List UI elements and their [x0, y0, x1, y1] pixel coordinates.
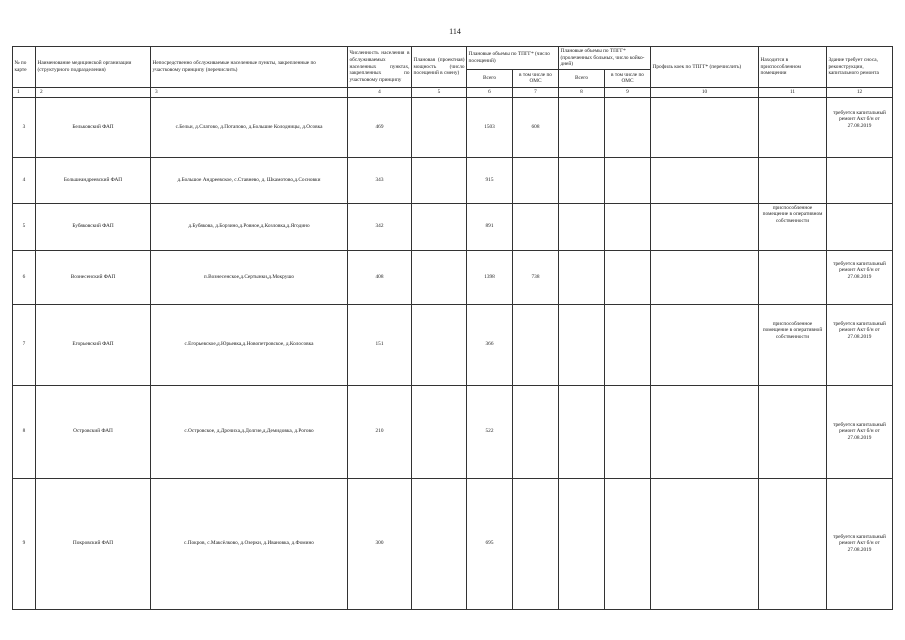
bed-profile: [651, 250, 759, 304]
facility-name: Егорьевский ФАП: [36, 304, 151, 385]
settlements: с.Егорьевское,д.Юрьевка,д.Новопетровское, д.Колосовка: [151, 304, 348, 385]
patients-total: [559, 478, 605, 609]
column-number: 9: [605, 88, 651, 98]
capacity: [412, 478, 467, 609]
column-number: 3: [151, 88, 348, 98]
patients-oms: [605, 157, 651, 203]
adapted-premises: приспособленное помещение в оперативном собственности: [759, 203, 827, 250]
facilities-table: [12, 46, 893, 610]
patients-total: [559, 157, 605, 203]
header-visits-oms: в том числе по ОМС: [513, 69, 559, 87]
settlements: д.Большое Андреевское, с.Ставнево, д. Шкамотово,д.Сосновки: [151, 157, 348, 203]
header-population: Численность населения в обслуживаемых населенных пунктах, закрепленных по участковому принципу: [348, 47, 412, 88]
bed-profile: [651, 385, 759, 478]
patients-total: [559, 250, 605, 304]
population: 408: [348, 250, 412, 304]
header-number: № по карте: [13, 47, 36, 88]
visits-total: 522: [467, 385, 513, 478]
column-number: 7: [513, 88, 559, 98]
patients-total: [559, 304, 605, 385]
table-row: [13, 203, 893, 250]
header-patients-plan: Плановые объемы по ТПГГ* (пролеченных больных, число койко-дней): [559, 47, 651, 70]
settlements: д.Бубякова, д.Борзино,д.Ровное,д.Козловка,д.Ягодино: [151, 203, 348, 250]
capacity: [412, 304, 467, 385]
settlements: с.Островское, д.Дрочиха,д.Долгие,д.Демидовка, д.Рогово: [151, 385, 348, 478]
patients-oms: [605, 385, 651, 478]
patients-total: [559, 203, 605, 250]
row-number: 9: [13, 478, 36, 609]
repair-status: требуется капитальный ремонт Акт б/н от 27.08.2019: [827, 250, 893, 304]
column-number: 1: [13, 88, 36, 98]
repair-status: [827, 203, 893, 250]
population: 300: [348, 478, 412, 609]
visits-total: 915: [467, 157, 513, 203]
header-visits-plan: Плановые объемы по ТПГГ* (число посещений): [467, 47, 559, 70]
header-settlements: Непосредственно обслуживаемые населенные пункты, закрепленные по участковому принципу (перечислить): [151, 47, 348, 88]
visits-total: 695: [467, 478, 513, 609]
visits-oms: 738: [513, 250, 559, 304]
repair-status: требуется капитальный ремонт Акт б/н от 27.08.2019: [827, 304, 893, 385]
repair-status: требуется капитальный ремонт Акт б/н от 27.08.2019: [827, 97, 893, 157]
capacity: [412, 385, 467, 478]
bed-profile: [651, 304, 759, 385]
column-number: 11: [759, 88, 827, 98]
visits-total: 891: [467, 203, 513, 250]
population: 342: [348, 203, 412, 250]
adapted-premises: [759, 250, 827, 304]
adapted-premises: [759, 385, 827, 478]
visits-total: 1398: [467, 250, 513, 304]
adapted-premises: приспособленное помещение в оперативной собственности: [759, 304, 827, 385]
column-number-row: [13, 88, 893, 98]
bed-profile: [651, 157, 759, 203]
capacity: [412, 250, 467, 304]
patients-total: [559, 385, 605, 478]
column-number: 2: [36, 88, 151, 98]
settlements: с.Покров, с.Максёлково, д.Озерки, д.Ивановка, д.Фомино: [151, 478, 348, 609]
table-row: [13, 97, 893, 157]
settlements: с.Бельи, д.Слатово, д.Потапово, д.Большие Колодницы, д.Осовка: [151, 97, 348, 157]
capacity: [412, 203, 467, 250]
row-number: 8: [13, 385, 36, 478]
facility-name: Покровский ФАП: [36, 478, 151, 609]
facility-name: Бубяковский ФАП: [36, 203, 151, 250]
row-number: 6: [13, 250, 36, 304]
repair-status: [827, 157, 893, 203]
capacity: [412, 157, 467, 203]
facility-name: Вознесенский ФАП: [36, 250, 151, 304]
row-number: 5: [13, 203, 36, 250]
table-row: [13, 385, 893, 478]
visits-oms: [513, 385, 559, 478]
table-row: [13, 478, 893, 609]
patients-oms: [605, 203, 651, 250]
adapted-premises: [759, 97, 827, 157]
visits-oms: [513, 157, 559, 203]
header-patients-total: Всего: [559, 69, 605, 87]
column-number: 5: [412, 88, 467, 98]
header-organization: Наименование медицинской организации (структурного подразделения): [36, 47, 151, 88]
visits-oms: [513, 203, 559, 250]
header-visits-total: Всего: [467, 69, 513, 87]
column-number: 4: [348, 88, 412, 98]
table-row: [13, 304, 893, 385]
table-row: [13, 157, 893, 203]
bed-profile: [651, 97, 759, 157]
capacity: [412, 97, 467, 157]
facility-name: Большеандреевский ФАП: [36, 157, 151, 203]
row-number: 3: [13, 97, 36, 157]
population: 151: [348, 304, 412, 385]
facility-name: Островский ФАП: [36, 385, 151, 478]
column-number: 10: [651, 88, 759, 98]
adapted-premises: [759, 157, 827, 203]
row-number: 4: [13, 157, 36, 203]
repair-status: требуется капитальный ремонт Акт б/н от 27.08.2019: [827, 385, 893, 478]
visits-oms: 608: [513, 97, 559, 157]
patients-oms: [605, 250, 651, 304]
table-row: [13, 250, 893, 304]
patients-total: [559, 97, 605, 157]
population: 210: [348, 385, 412, 478]
patients-oms: [605, 304, 651, 385]
visits-oms: [513, 478, 559, 609]
column-number: 8: [559, 88, 605, 98]
population: 469: [348, 97, 412, 157]
header-repair-needed: Здание требует сноса, реконструкции, капитального ремонта: [827, 47, 893, 88]
header-capacity: Плановая (проектная) мощность (число посещений в смену): [412, 47, 467, 88]
visits-total: 366: [467, 304, 513, 385]
bed-profile: [651, 203, 759, 250]
column-number: 12: [827, 88, 893, 98]
visits-oms: [513, 304, 559, 385]
bed-profile: [651, 478, 759, 609]
population: 343: [348, 157, 412, 203]
header-bed-profile: Профиль коек по ТПГГ* (перечислить): [651, 47, 759, 88]
header-patients-oms: в том числе по ОМС: [605, 69, 651, 87]
repair-status: требуется капитальный ремонт Акт б/н от 27.08.2019: [827, 478, 893, 609]
settlements: п.Вознесенское,д.Сертынки,д.Мокрушо: [151, 250, 348, 304]
column-number: 6: [467, 88, 513, 98]
facility-name: Бельковский ФАП: [36, 97, 151, 157]
adapted-premises: [759, 478, 827, 609]
patients-oms: [605, 97, 651, 157]
page-number: 114: [449, 27, 461, 36]
visits-total: 1503: [467, 97, 513, 157]
header-adapted-premises: Находится в приспособленном помещении: [759, 47, 827, 88]
patients-oms: [605, 478, 651, 609]
row-number: 7: [13, 304, 36, 385]
